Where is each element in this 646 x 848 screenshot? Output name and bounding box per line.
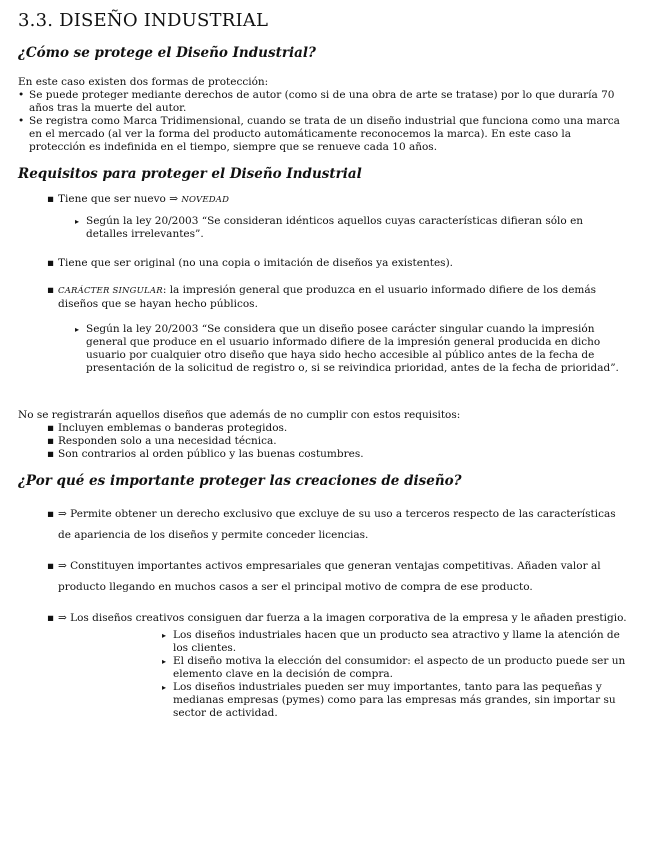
bullet-icon: ▪ [47, 284, 55, 296]
list-item: ▪ ⇒ Permite obtener un derecho exclusivo que excluye de su uso a terceros respecto de las características de apariencia de los diseños y permite conceder licencias. [58, 504, 630, 546]
section2-heading: Requisitos para proteger el Diseño Industrial [18, 166, 362, 182]
triangle-bullet-icon: ▸ [162, 657, 167, 666]
bullet-icon: ▪ [47, 435, 55, 447]
requirements-list [47, 193, 630, 207]
list-item: ▪ Son contrarios al orden público y las buenas costumbres. [47, 448, 364, 460]
bullet-icon: ▪ [47, 612, 55, 624]
requirements-list [47, 284, 630, 311]
triangle-bullet-icon: ▸ [162, 631, 167, 640]
list-item: ▪ Incluyen emblemas o banderas protegidos. [47, 422, 288, 434]
list-item: • Se puede proteger mediante derechos de autor (como si de una obra de arte se tratase) por lo que duraría 70 años tras la muerte del autor. [18, 89, 615, 114]
novedad-tag: NOVEDAD [181, 195, 230, 205]
list-item: ▸ Los diseños industriales pueden ser muy importantes, tanto para las pequeñas y medianas empresas (pymes) como para las empresas más grandes, sin importar su sector de actividad. [162, 681, 616, 719]
list-item: ▪ ⇒ Los diseños creativos consiguen dar fuerza a la imagen corporativa de la empresa y le añaden prestigio. [58, 608, 630, 629]
list-item: ▸ Los diseños industriales hacen que un producto sea atractivo y llame la atención de los clientes. [162, 629, 620, 654]
list-item: ▸ Según la ley 20/2003 “Se consideran idénticos aquellos cuyas características difieran sólo en detalles irrelevantes”. [75, 215, 584, 240]
requirement-sublist [75, 215, 621, 241]
triangle-bullet-icon: ▸ [75, 325, 80, 334]
importance-list [47, 504, 630, 629]
section3-heading: ¿Por qué es importante proteger las creaciones de diseño? [18, 473, 462, 489]
bullet-icon: • [18, 115, 25, 127]
exclusion-intro: No se registrarán aquellos diseños que además de no cumplir con estos requisitos: [18, 409, 461, 421]
requirement-singular: ▪ CARÁCTER SINGULAR: la impresión general que produzca en el usuario informado difiere de los demás diseños que se hayan hecho públicos. [47, 284, 597, 310]
bullet-icon: ▪ [47, 560, 55, 572]
page-title: 3.3. DISEÑO INDUSTRIAL [18, 10, 269, 31]
bullet-icon: ▪ [47, 193, 55, 205]
triangle-bullet-icon: ▸ [75, 217, 80, 226]
singular-tag: CARÁCTER SINGULAR [58, 286, 163, 296]
section1-intro: En este caso existen dos formas de protección: [18, 76, 269, 88]
list-item: ▪ Responden solo a una necesidad técnica. [47, 435, 277, 447]
triangle-bullet-icon: ▸ [162, 683, 167, 692]
bullet-icon: ▪ [47, 508, 55, 520]
requirement-novedad: ▪ Tiene que ser nuevo ⇒ NOVEDAD [47, 193, 230, 205]
section1-heading: ¿Cómo se protege el Diseño Industrial? [18, 45, 316, 61]
list-item: ▸ Según la ley 20/2003 “Se considera que un diseño posee carácter singular cuando la impresión general que produce en el usuario informado difiere de la impresión general producida en dicho usuario por cualquier otro diseño que haya sido hecho accesible al público antes de la fecha de presentación de la solicitud de registro o, si se reivindica prioridad, antes de la fecha de prioridad”. [75, 323, 619, 374]
list-item: • Se registra como Marca Tridimensional, cuando se trata de un diseño industrial que funciona como una marca en el mercado (al ver la forma del producto automáticamente reconocemos la marca). En este caso la protección es indefinida en el tiempo, siempre que se renueve cada 10 años. [18, 115, 620, 153]
list-item: ▪ ⇒ Constituyen importantes activos empresariales que generan ventajas competitivas. Añaden valor al producto llegando en muchos casos a ser el principal motivo de compra de ese producto. [58, 556, 630, 598]
bullet-icon: ▪ [47, 448, 55, 460]
bullet-icon: ▪ [47, 422, 55, 434]
list-item: ▸ El diseño motiva la elección del consumidor: el aspecto de un producto puede ser un elemento clave en la decisión de compra. [162, 655, 626, 680]
bullet-icon: ▪ [47, 257, 55, 269]
requirements-list [47, 257, 630, 270]
requirement-original: ▪ Tiene que ser original (no una copia o imitación de diseños ya existentes). [47, 257, 454, 269]
protection-list [18, 89, 630, 154]
document-page [18, 10, 630, 720]
requirement-sublist [75, 323, 621, 375]
exclusion-list [47, 422, 630, 461]
bullet-icon: • [18, 89, 25, 101]
importance-sublist [162, 629, 631, 720]
